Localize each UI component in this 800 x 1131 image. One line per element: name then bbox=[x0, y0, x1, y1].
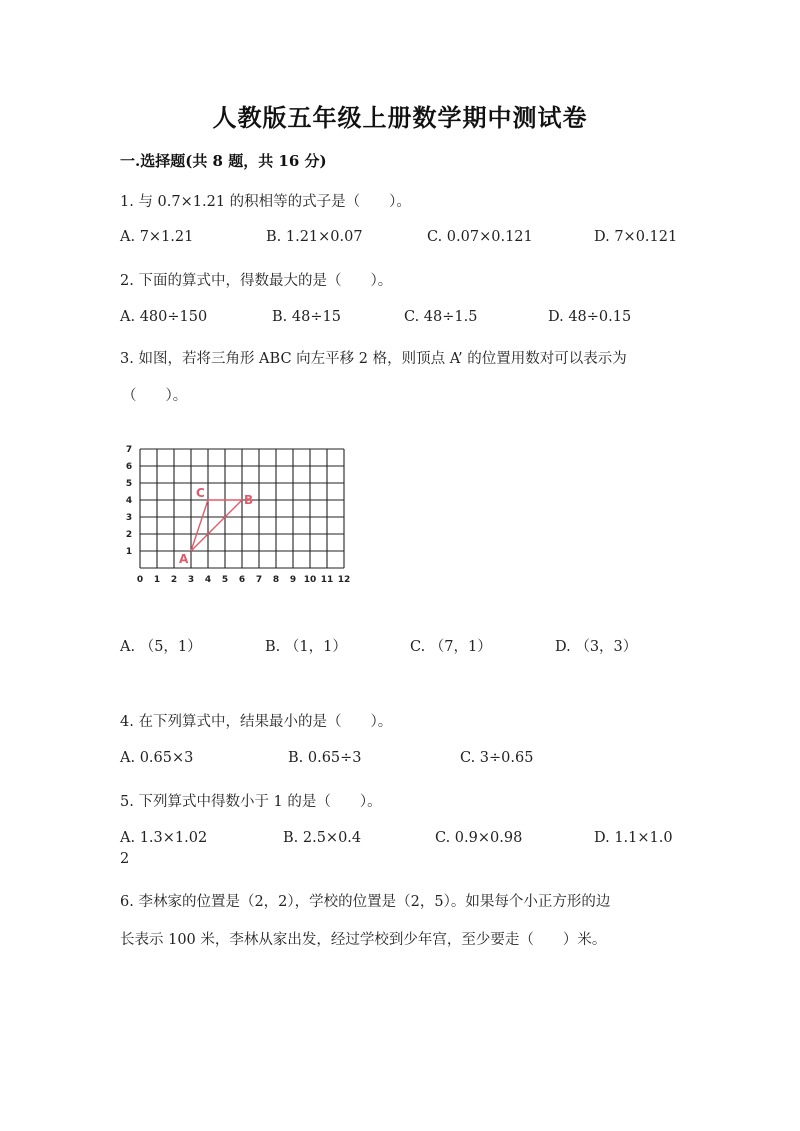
x-tick-label: 11 bbox=[320, 575, 334, 585]
question-3-stem-continued: （ ）。 bbox=[122, 388, 188, 404]
vertex-label-a: A bbox=[179, 552, 189, 566]
question-2-option-b: B. 48÷15 bbox=[272, 309, 341, 325]
section-heading: 一.选择题(共 8 题，共 16 分) bbox=[120, 152, 327, 170]
x-tick-label: 4 bbox=[204, 575, 212, 585]
y-tick-label: 4 bbox=[125, 496, 133, 506]
x-tick-label: 0 bbox=[136, 575, 144, 585]
triangle-abc bbox=[191, 500, 242, 551]
question-1-option-a: A. 7×1.21 bbox=[120, 229, 194, 245]
question-2-option-a: A. 480÷150 bbox=[120, 309, 208, 325]
x-tick-label: 12 bbox=[337, 575, 351, 585]
x-tick-label: 7 bbox=[255, 575, 263, 585]
y-tick-label: 2 bbox=[125, 530, 133, 540]
question-6-stem-continued: 长表示 100 米，李林从家出发，经过学校到少年宫，至少要走（ ）米。 bbox=[120, 932, 607, 948]
question-4-option-b: B. 0.65÷3 bbox=[288, 750, 362, 766]
y-tick-label: 1 bbox=[125, 547, 133, 557]
vertex-label-c: C bbox=[196, 486, 205, 500]
question-5-option-b: B. 2.5×0.4 bbox=[283, 830, 362, 846]
question-4-option-c: C. 3÷0.65 bbox=[460, 750, 534, 766]
x-tick-label: 8 bbox=[272, 575, 280, 585]
question-5-option-c: C. 0.9×0.98 bbox=[435, 830, 523, 846]
page-title: 人教版五年级上册数学期中测试卷 bbox=[212, 103, 588, 132]
question-2-option-d: D. 48÷0.15 bbox=[548, 309, 632, 325]
x-tick-label: 10 bbox=[303, 575, 317, 585]
vertex-label-b: B bbox=[244, 493, 254, 507]
question-3-option-a: A. （5，1） bbox=[120, 639, 202, 655]
x-tick-label: 5 bbox=[221, 575, 229, 585]
question-1-option-d: D. 7×0.121 bbox=[594, 229, 678, 245]
question-5-stem: 5. 下列算式中得数小于 1 的是（ ）。 bbox=[120, 794, 382, 810]
question-4-stem: 4. 在下列算式中，结果最小的是（ ）。 bbox=[120, 714, 393, 730]
question-5-option-a: A. 1.3×1.02 bbox=[120, 830, 208, 846]
coordinate-grid-figure bbox=[118, 440, 368, 590]
question-1-stem: 1. 与 0.7×1.21 的积相等的式子是（ ）。 bbox=[120, 194, 411, 210]
x-tick-label: 1 bbox=[153, 575, 161, 585]
y-tick-label: 3 bbox=[125, 513, 133, 523]
question-4-option-a: A. 0.65×3 bbox=[120, 750, 194, 766]
x-tick-label: 9 bbox=[289, 575, 297, 585]
question-1-option-b: B. 1.21×0.07 bbox=[266, 229, 363, 245]
y-tick-label: 5 bbox=[125, 479, 133, 489]
question-2-option-c: C. 48÷1.5 bbox=[404, 309, 478, 325]
question-6-stem: 6. 李林家的位置是（2，2），学校的位置是（2，5）。如果每个小正方形的边 bbox=[120, 894, 611, 910]
question-2-stem: 2. 下面的算式中，得数最大的是（ ）。 bbox=[120, 273, 393, 289]
question-3-option-d: D. （3，3） bbox=[555, 639, 638, 655]
x-tick-label: 6 bbox=[238, 575, 246, 585]
question-5-option-d: D. 1.1×1.0 bbox=[594, 830, 673, 846]
x-tick-label: 2 bbox=[170, 575, 178, 585]
question-5-option-d-wrap: 2 bbox=[120, 851, 130, 867]
y-tick-label: 6 bbox=[125, 462, 133, 472]
question-3-stem: 3. 如图，若将三角形 ABC 向左平移 2 格，则顶点 A’ 的位置用数对可以表示为 bbox=[120, 351, 627, 367]
question-1-option-c: C. 0.07×0.121 bbox=[427, 229, 533, 245]
question-3-option-b: B. （1，1） bbox=[265, 639, 347, 655]
x-tick-label: 3 bbox=[187, 575, 195, 585]
question-3-option-c: C. （7，1） bbox=[410, 639, 492, 655]
y-tick-label: 7 bbox=[125, 445, 133, 455]
